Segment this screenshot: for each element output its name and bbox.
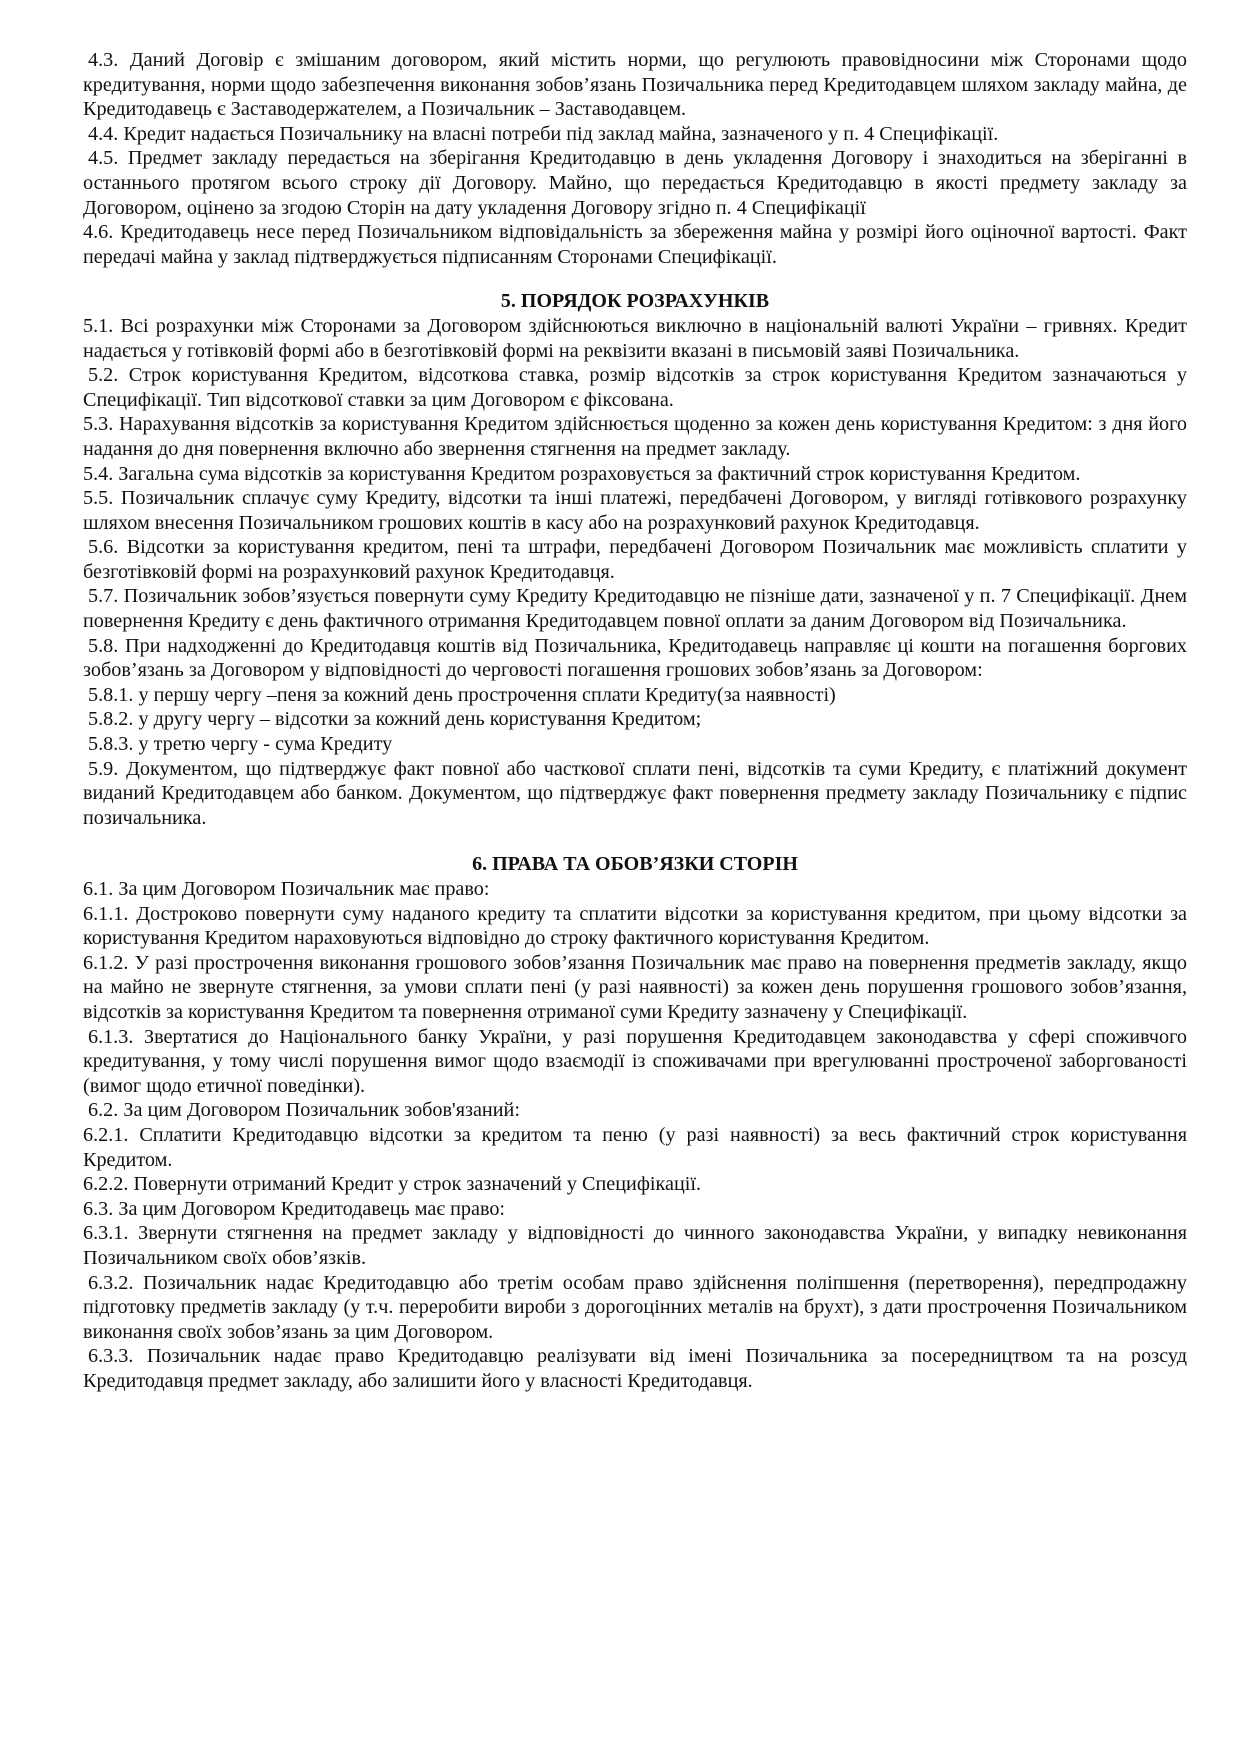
clause-4-5: 4.5. Предмет закладу передається на зберігання Кредитодавцю в день укладення Договору і знаходиться на зберіганні в останнього протягом всього строку дії Договору. Майно, що передається Кредитодавцю в якості предмету закладу за Договором, оцінено за згодою Сторін на дату укладення Договору згідно п. 4 Специфікації: [83, 147, 1187, 219]
clause-5-4: 5.4. Загальна сума відсотків за користування Кредитом розраховується за фактичний строк користування Кредитом.: [83, 462, 1081, 485]
clause-6-2: 6.2. За цим Договором Позичальник зобов'язаний:: [88, 1099, 520, 1122]
clause-5-7: 5.7. Позичальник зобов’язується повернути суму Кредиту Кредитодавцю не пізніше дати, зазначеної у п. 7 Специфікації. Днем повернення Кредиту є день фактичного отримання Кредитодавцем повної оплати за даним Договором від Позичальника.: [83, 585, 1187, 633]
clause-5-5: 5.5. Позичальник сплачує суму Кредиту, відсотки та інші платежі, передбачені Договором, у вигляді готівкового розрахунку шляхом внесення Позичальником грошових коштів в касу або на розрахунковий рахунок Кредитодавця.: [83, 487, 1187, 534]
clause-6-3: 6.3. За цим Договором Кредитодавець має право:: [83, 1197, 506, 1220]
clause-5-9: 5.9. Документом, що підтверджує факт повної або часткової сплати пені, відсотків та суми Кредиту, є платіжний документ виданий Кредитодавцем або банком. Документом, що підтверджує факт повернення предмету закладу Позичальнику є підпис позичальника.: [83, 757, 1187, 829]
document-page: [83, 48, 1187, 1393]
clause-5-6: 5.6. Відсотки за користування кредитом, пені та штрафи, передбачені Договором Позичальник має можливість сплатити у безготівковій формі на розрахунковий рахунок Кредитодавця.: [83, 536, 1187, 583]
clause-4-4: 4.4. Кредит надається Позичальнику на власні потреби під заклад майна, зазначеного у п. 4 Специфікації.: [88, 122, 999, 145]
clause-4-6: 4.6. Кредитодавець несе перед Позичальником відповідальність за збереження майна у розмірі його оціночної вартості. Факт передачі майна у заклад підтверджується підписанням Сторонами Специфікації.: [83, 221, 1187, 268]
clause-5-1: 5.1. Всі розрахунки між Сторонами за Договором здійснюються виключно в національній валюті України – гривнях. Кредит надається у готівковій формі або в безготівковій формі на реквізити вказані в письмовій заяві Позичальника.: [83, 314, 1187, 362]
section-5-title: 5. ПОРЯДОК РОЗРАХУНКІВ: [500, 290, 770, 313]
clause-6-2-2: 6.2.2. Повернути отриманий Кредит у строк зазначений у Специфікації.: [83, 1173, 702, 1196]
clause-5-8: 5.8. При надходженні до Кредитодавця коштів від Позичальника, Кредитодавець направляє ці кошти на погашення боргових зобов’язань за Договором у відповідності до черговості погашення грошових зобов’язань за Договором:: [83, 634, 1187, 682]
clause-6-1: 6.1. За цим Договором Позичальник має право:: [83, 878, 490, 900]
clause-4-3: 4.3. Даний Договір є змішаним договором, який містить норми, що регулюють правовідносини між Сторонами щодо кредитування, норми щодо забезпечення виконання зобов’язань Позичальника перед Кредитодавцем шляхом закладу майна, де Кредитодавець є Заставодержателем, а Позичальник – Заставодавцем.: [83, 49, 1187, 121]
clause-5-3: 5.3. Нарахування відсотків за користування Кредитом здійснюється щоденно за кожен день користування Кредитом: з дня його надання до дня повернення включно або звернення стягнення на предмет закладу.: [83, 413, 1187, 460]
clause-6-3-3: 6.3.3. Позичальник надає право Кредитодавцю реалізувати від імені Позичальника за посередництвом та на розсуд Кредитодавця предмет закладу, або залишити його у власності Кредитодавця.: [83, 1345, 1187, 1392]
clause-6-1-2: 6.1.2. У разі прострочення виконання грошового зобов’язання Позичальник має право на повернення предметів закладу, якщо на майно не звернуте стягнення, за умови сплати пені (у разі наявності) за кожен день порушення грошового зобов’язання, відсотків за користування Кредитом та повернення отриманої суми Кредиту зазначену у Специфікації.: [83, 951, 1187, 1023]
clause-6-3-1: 6.3.1. Звернути стягнення на предмет закладу у відповідності до чинного законодавства України, у випадку невиконання Позичальником своїх обов’язків.: [83, 1222, 1187, 1269]
clause-6-3-2: 6.3.2. Позичальник надає Кредитодавцю або третім особам право здійснення поліпшення (перетворення), передпродажну підготовку предметів закладу (у т.ч. переробити вироби з дорогоцінних металів на брухт), з дати прострочення Позичальником виконання своїх зобов’язань за цим Договором.: [83, 1271, 1187, 1343]
clause-6-1-1: 6.1.1. Достроково повернути суму наданого кредиту та сплатити відсотки за користування кредитом, при цьому відсотки за користування Кредитом нараховуються відповідно до строку фактичного користування Кредитом.: [83, 902, 1187, 950]
section-6-title: 6. ПРАВА ТА ОБОВ’ЯЗКИ СТОРІН: [472, 853, 798, 876]
clause-5-8-3: 5.8.3. у третю чергу - сума Кредиту: [88, 733, 393, 756]
clause-6-2-1: 6.2.1. Сплатити Кредитодавцю відсотки за кредитом та пеню (у разі наявності) за весь фактичний строк користування Кредитом.: [83, 1123, 1187, 1171]
clause-5-8-2: 5.8.2. у другу чергу – відсотки за кожний день користування Кредитом;: [88, 708, 702, 731]
clause-6-1-3: 6.1.3. Звертатися до Національного банку України, у разі порушення Кредитодавцем законодавства у сфері споживчого кредитування, у тому числі порушення вимог щодо взаємодії із споживачами при врегулюванні простроченої заборгованості (вимог щодо етичної поведінки).: [83, 1025, 1187, 1097]
clause-5-2: 5.2. Строк користування Кредитом, відсоткова ставка, розмір відсотків за строк користування Кредитом зазначаються у Специфікації. Тип відсоткової ставки за цим Договором є фіксована.: [83, 364, 1187, 411]
clause-5-8-1: 5.8.1. у першу чергу –пеня за кожний день прострочення сплати Кредиту(за наявності): [88, 683, 836, 706]
